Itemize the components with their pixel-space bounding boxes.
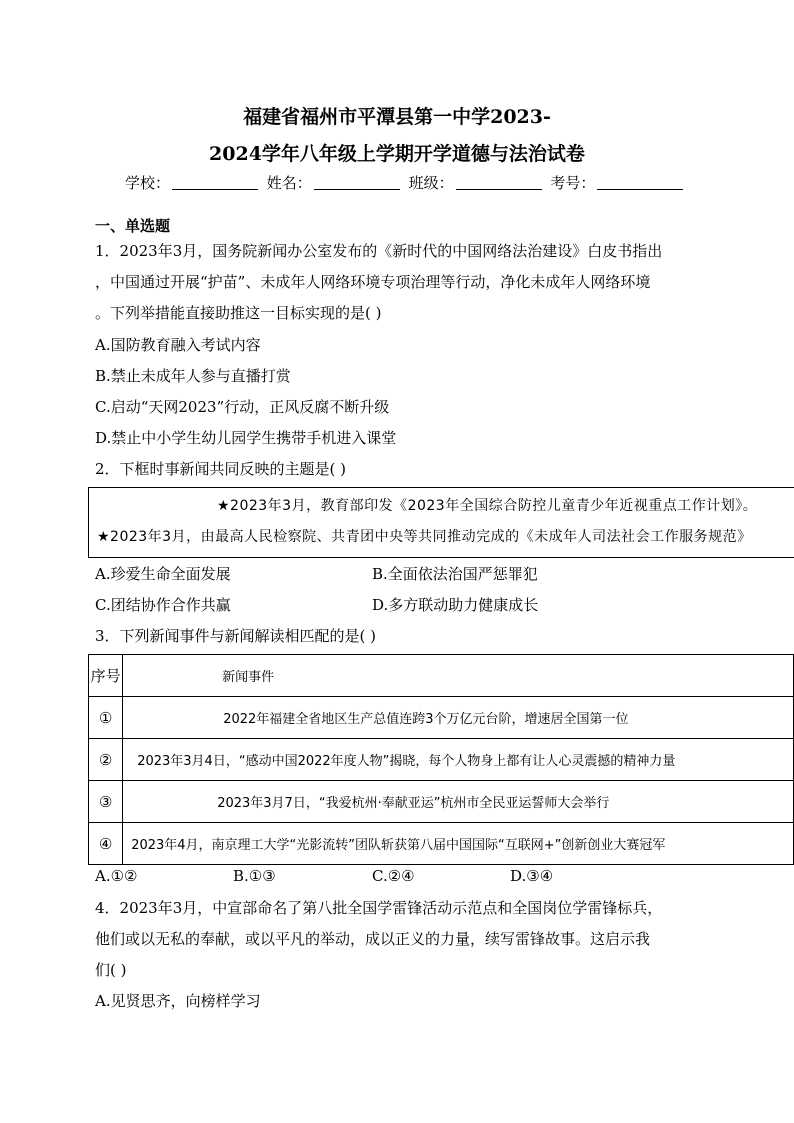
q4-stem-line-1: 4．2023年3月，中宣部命名了第八批全国学雷锋活动示范点和全国岗位学雷锋标兵， [95,899,663,917]
school-label: 学校： [125,174,171,192]
q3-option-a: A.①② [95,867,138,885]
q1-stem-line-2: ，中国通过开展“护苗”、未成年人网络环境专项治理等行动，净化未成年人网络环境 [95,273,651,291]
table-row [89,739,794,781]
name-label: 姓名： [266,174,312,192]
q1-stem-line-1: 1．2023年3月，国务院新闻办公室发布的《新时代的中国网络法治建设》白皮书指出 [95,242,663,260]
col-header-event: 新闻事件 [123,655,794,697]
title-line-2: 2024学年八年级上学期开学道德与法治试卷 [209,143,585,165]
q2-news-item-2: ★2023年3月，由最高人民检察院、共青团中央等共同推动完成的《未成年人司法社会工作服务规范》 [97,529,752,545]
class-label: 班级： [408,174,454,192]
q2-option-a: A.珍爱生命全面发展 [95,565,231,583]
col-header-number: 序号 [89,655,123,697]
q1-stem-line-3: 。下列举措能直接助推这一目标实现的是( ) [95,304,382,322]
row-number: ③ [89,781,123,823]
q4-stem-line-2: 他们或以无私的奉献，或以平凡的举动，成以正义的力量，续写雷锋故事。这启示我 [95,930,651,948]
row-number: ④ [89,823,123,865]
q4-stem-line-3: 们( ) [95,961,127,979]
row-event: 2023年3月4日，“感动中国2022年度人物”揭晓，每个人物身上都有让人心灵震撼的精神力量 [123,739,794,781]
row-event: 2023年3月7日，“我爱杭州·奉献亚运”杭州市全民亚运誓师大会举行 [123,781,794,823]
exam-number-label: 考号： [550,174,596,192]
q2-option-c: C.团结协作合作共赢 [95,596,231,614]
q2-option-b: B.全面依法治国严惩罪犯 [372,565,538,583]
q3-option-b: B.①③ [233,867,276,885]
q3-option-d: D.③④ [510,867,554,885]
title-line-1: 福建省福州市平潭县第一中学2023- [243,106,551,128]
table-row [89,781,794,823]
table-row [89,823,794,865]
section-heading: 一、单选题 [95,217,171,235]
q3-news-table [88,654,794,865]
row-number: ② [89,739,123,781]
q1-option-a: A.国防教育融入考试内容 [95,336,261,354]
table-header-row [89,655,794,697]
q2-stem: 2．下框时事新闻共同反映的主题是( ) [95,460,347,478]
q2-news-item-1: ★2023年3月，教育部印发《2023年全国综合防控儿童青少年近视重点工作计划》。 [217,498,758,514]
row-event: 2023年4月，南京理工大学“光影流转”团队斩获第八届中国国际“互联网+”创新创业大赛冠军 [123,823,794,865]
q4-option-a: A.见贤思齐，向榜样学习 [95,992,261,1010]
table-row [89,697,794,739]
q2-option-d: D.多方联动助力健康成长 [372,596,539,614]
row-number: ① [89,697,123,739]
q3-stem: 3．下列新闻事件与新闻解读相匹配的是( ) [95,627,377,645]
row-event: 2022年福建全省地区生产总值连跨3个万亿元台阶，增速居全国第一位 [123,697,794,739]
q3-option-c: C.②④ [372,867,415,885]
q1-option-c: C.启动“天网2023”行动，正风反腐不断升级 [95,398,390,416]
q1-option-b: B.禁止未成年人参与直播打赏 [95,367,291,385]
q1-option-d: D.禁止中小学生幼儿园学生携带手机进入课堂 [95,429,397,447]
